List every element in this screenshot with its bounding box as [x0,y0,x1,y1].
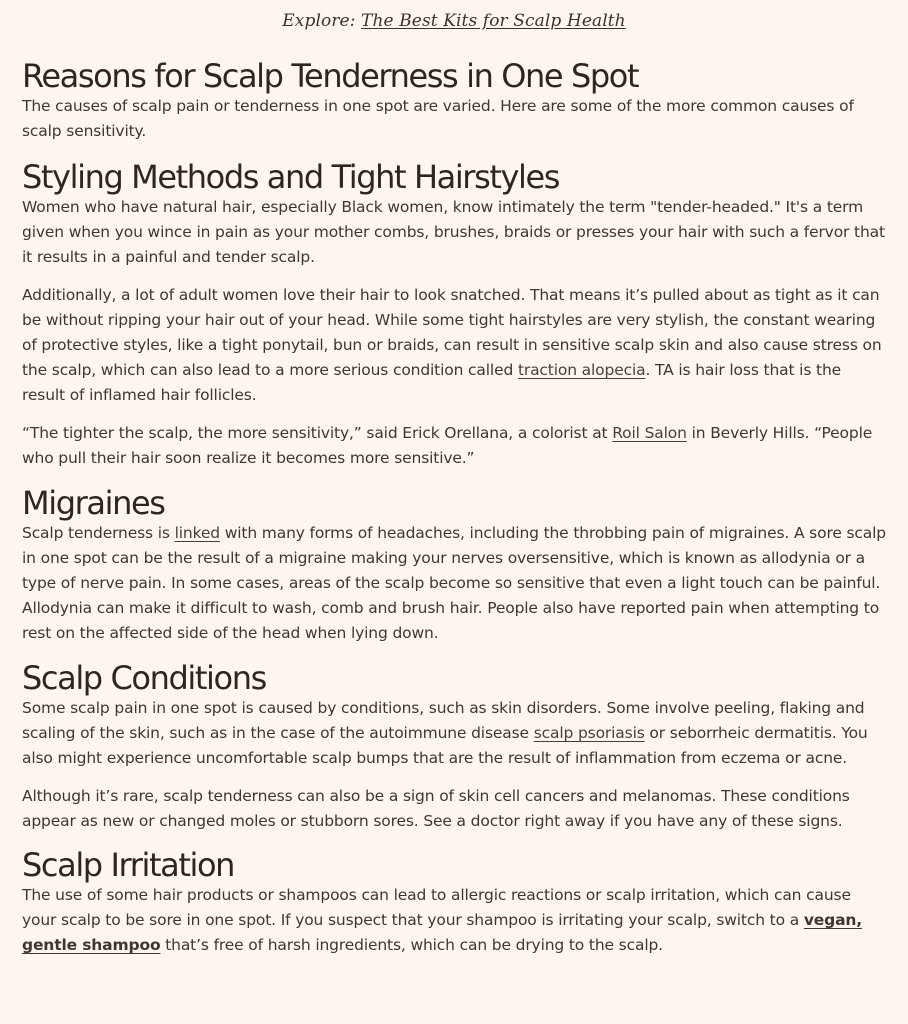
explore-prefix: Explore: [282,11,362,31]
vegan-gentle-shampoo-link[interactable]: vegan, gentle shampoo [22,911,863,954]
text-segment: Additionally, a lot of adult women love their hair to look snatched. That means it’s pulled about as tight as it can be without ripping your hair out of your head. While some tight hairstyles are very stylish, the constant wearing of protective styles, like a tight ponytail, bun or braids, can result in sensitive scalp skin and also cause stress on the scalp, which can also lead to a more serious condition called [22,286,882,379]
text-segment: Some scalp pain in one spot is caused by conditions, such as skin disorders. Some involve peeling, flaking and scaling of the skin, such as in the case of the autoimmune disease [22,699,865,742]
paragraph-tight-hairstyles [22,283,886,408]
text-segment: “The tighter the scalp, the more sensitivity,” said Erick Orellana, a colorist at [22,424,613,442]
heading-reasons: Reasons for Scalp Tenderness in One Spot [22,57,639,95]
heading-scalp-conditions: Scalp Conditions [22,659,266,697]
paragraph-scalp-irritation [22,883,886,958]
paragraph-skin-disorders [22,696,886,771]
paragraph-tender-headed: Women who have natural hair, especially Black women, know intimately the term "tender-headed." It's a term given when you wince in pain as your mother combs, brushes, braids or presses your hair with such a fervor that it results in a painful and tender scalp. [22,198,885,266]
heading-migraines: Migraines [22,484,165,522]
paragraph-migraines [22,521,886,646]
paragraph-skin-cancers: Although it’s rare, scalp tenderness can also be a sign of skin cell cancers and melanomas. These conditions appear as new or changed moles or stubborn sores. See a doctor right away if you have any of these signs. [22,787,850,830]
scalp-psoriasis-link[interactable]: scalp psoriasis [533,724,645,742]
text-segment: . TA is hair loss that is the result of inflamed hair follicles. [22,361,842,404]
paragraph-reasons-intro: The causes of scalp pain or tenderness in one spot are varied. Here are some of the more common causes of scalp sensitivity. [22,97,854,140]
text-segment: Scalp tenderness is [22,524,175,542]
text-segment: The use of some hair products or shampoos can lead to allergic reactions or scalp irritation, which can cause your scalp to be sore in one spot. If you suspect that your shampoo is irritating your scalp, switch to a [22,886,851,929]
explore-callout [22,0,886,34]
linked-link[interactable]: linked [174,524,220,542]
explore-link[interactable]: The Best Kits for Scalp Health [361,11,626,31]
roil-salon-link[interactable]: Roil Salon [612,424,687,442]
paragraph-quote-orellana [22,421,886,471]
heading-scalp-irritation: Scalp Irritation [22,846,235,884]
text-segment: or seborrheic dermatitis. You also might experience uncomfortable scalp bumps that are the result of inflammation from eczema or acne. [22,724,868,767]
text-segment: with many forms of headaches, including the throbbing pain of migraines. A sore scalp in one spot can be the result of a migraine making your nerves oversensitive, which is known as allodynia or a type of nerve pain. In some cases, areas of the scalp become so sensitive that even a light touch can be painful. Allodynia can make it difficult to wash, comb and brush hair. People also have reported pain when attempting to rest on the affected side of the head when lying down. [22,524,886,642]
text-segment: in Beverly Hills. “People who pull their hair soon realize it becomes more sensitive.” [22,424,873,467]
traction-alopecia-link[interactable]: traction alopecia [517,361,646,379]
heading-styling-methods: Styling Methods and Tight Hairstyles [22,158,560,196]
text-segment: that’s free of harsh ingredients, which can be drying to the scalp. [160,936,663,954]
